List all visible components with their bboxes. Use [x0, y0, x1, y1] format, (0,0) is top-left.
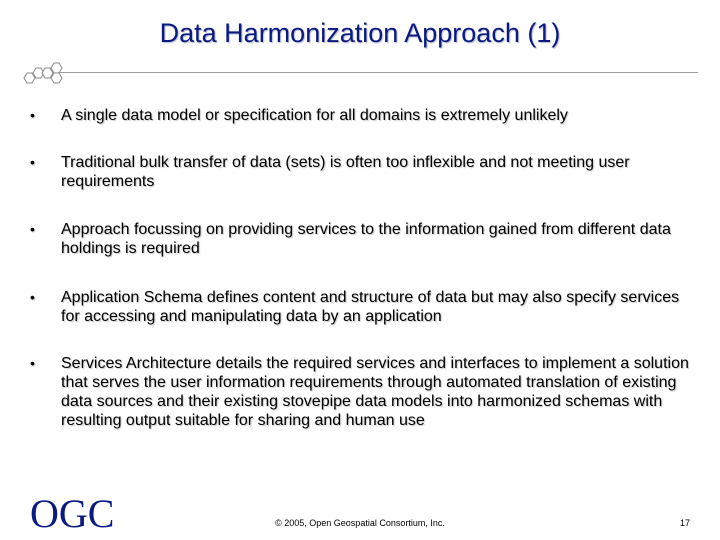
bullet-item	[30, 354, 700, 430]
bullet-item	[30, 220, 700, 258]
ogc-logo: OGC	[30, 491, 115, 536]
bullet-text: A single data model or specification for all domains is extremely unlikely	[61, 107, 568, 124]
bullet-marker: •	[30, 107, 35, 123]
bullet-text: Traditional bulk transfer of data (sets) is often too inflexible and not meeting user requirements	[61, 154, 630, 190]
bullet-item	[30, 153, 700, 191]
bullet-text: Services Architecture details the required services and interfaces to implement a solution that serves the user information requirements through automated translation of existing data sources and their existing stovepipe data models into harmonized schemas with resulting output suitable for sharing and human use	[61, 355, 689, 429]
bullet-marker: •	[30, 221, 35, 237]
bullet-marker: •	[30, 154, 35, 170]
bullet-item	[30, 106, 568, 125]
bullet-text: Application Schema defines content and structure of data but may also specify services for accessing and manipulating data by an application	[61, 289, 680, 325]
slide-title: Data Harmonization Approach (1)	[159, 18, 561, 48]
footer-copyright: © 2005, Open Geospatial Consortium, Inc.	[275, 518, 445, 528]
title-divider	[58, 72, 698, 73]
bullet-item	[30, 288, 700, 326]
bullet-marker: •	[30, 355, 35, 371]
bullet-marker: •	[30, 289, 35, 305]
page-number: 17	[679, 518, 690, 528]
hexagon-logo-icon	[22, 58, 72, 90]
bullet-text: Approach focussing on providing services to the information gained from different data holdings is required	[61, 221, 671, 257]
